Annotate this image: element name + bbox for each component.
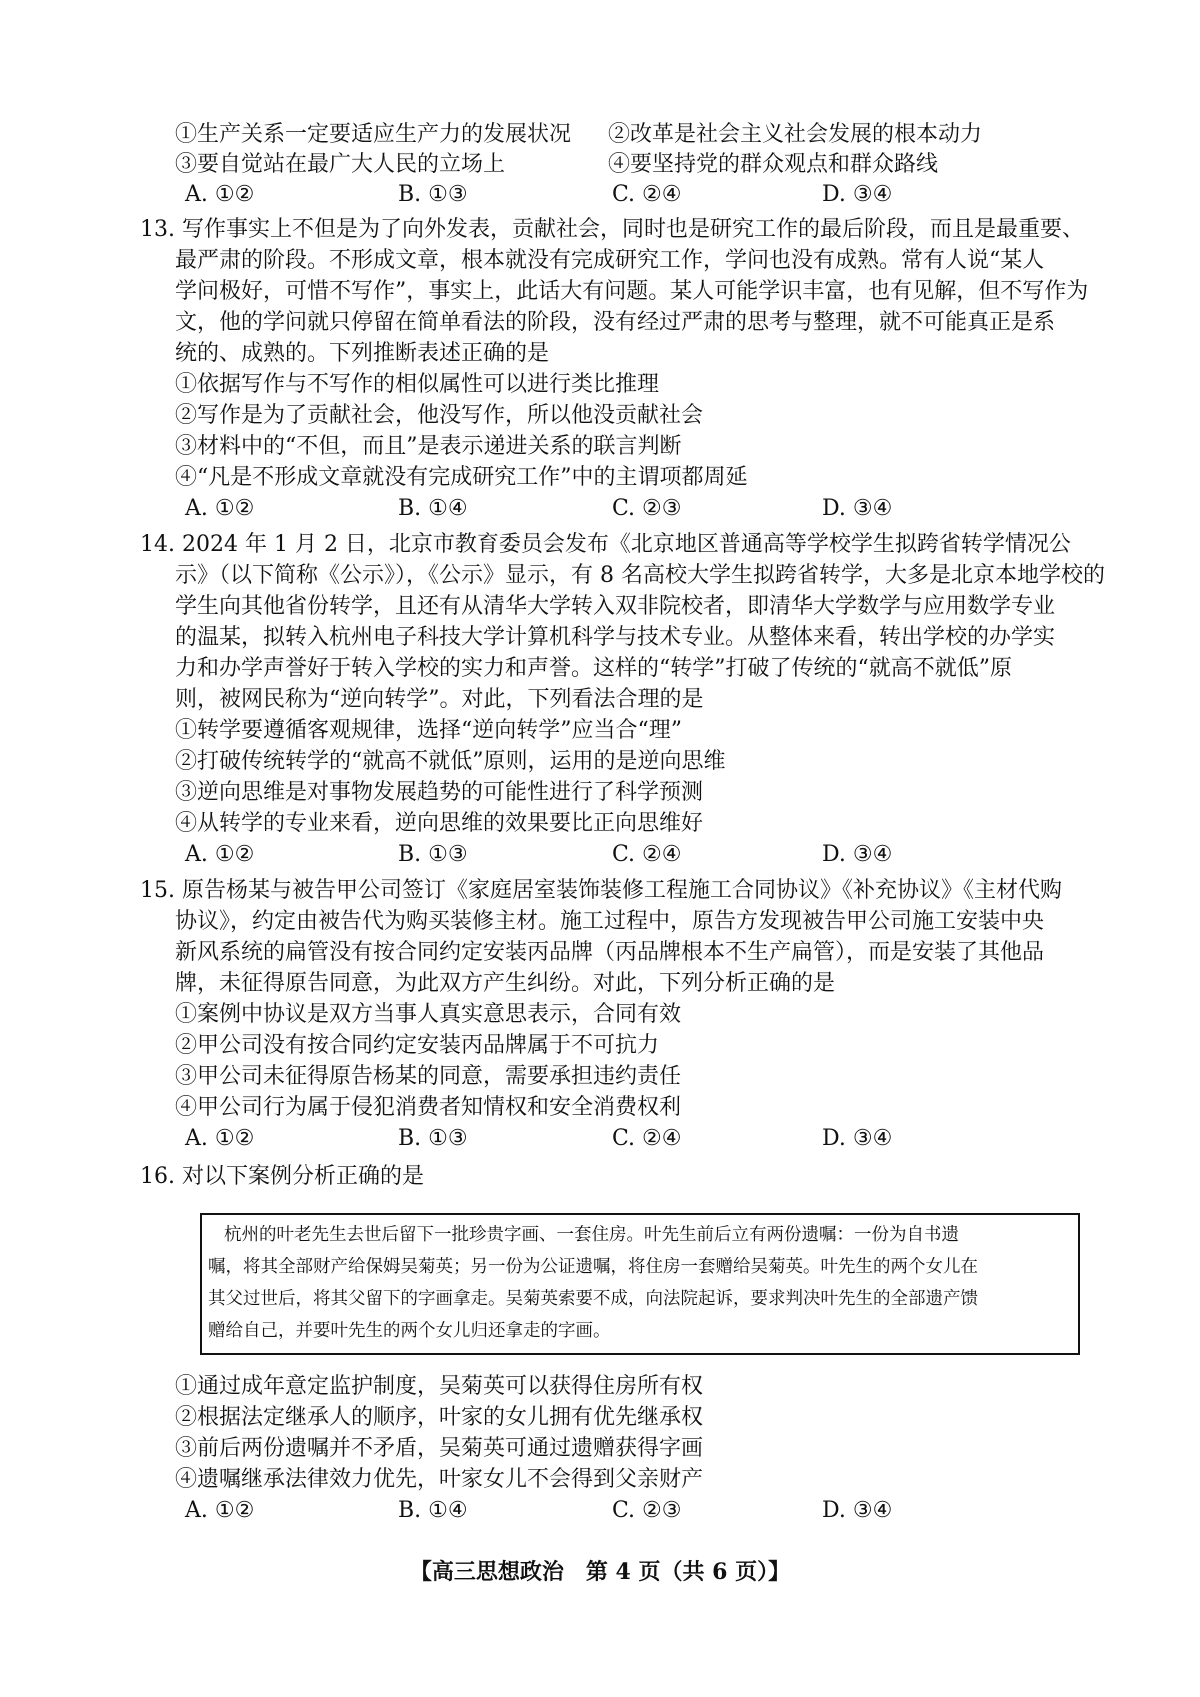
q12-item-1: ①生产关系一定要适应生产力的发展状况	[175, 122, 572, 147]
q13-stem-line: 学问极好，可惜不写作”，事实上，此话大有问题。某人可能学识丰富，也有见解，但不写作为	[175, 279, 1089, 304]
q13-stem-line: 最严肃的阶段。不形成文章，根本就没有完成研究工作，学问也没有成熟。常有人说“某人	[175, 248, 1045, 273]
q13-option-a: A. ①②	[185, 496, 255, 521]
q14-option-a: A. ①②	[185, 842, 255, 867]
q14-item-1: ①转学要遵循客观规律，选择“逆向转学”应当合“理”	[175, 718, 682, 743]
q12-item-4: ④要坚持党的群众观点和群众路线	[608, 152, 939, 177]
q16-option-b: B. ①④	[398, 1498, 468, 1523]
q16-stem: 16. 对以下案例分析正确的是	[140, 1164, 424, 1189]
q16-option-d: D. ③④	[822, 1498, 893, 1523]
q12-item-3: ③要自觉站在最广大人民的立场上	[175, 152, 506, 177]
q16-item-3: ③前后两份遗嘱并不矛盾，吴菊英可通过遗赠获得字画	[175, 1436, 704, 1461]
case-line: 赠给自己，并要叶先生的两个女儿归还拿走的字画。	[208, 1321, 611, 1341]
q15-item-4: ④甲公司行为属于侵犯消费者知情权和安全消费权利	[175, 1095, 682, 1120]
q14-option-b: B. ①③	[398, 842, 468, 867]
q14-option-d: D. ③④	[822, 842, 893, 867]
case-line: 嘱，将其全部财产给保姆吴菊英；另一份为公证遗嘱，将住房一套赠给吴菊英。叶先生的两个女儿在	[208, 1257, 978, 1277]
case-line: 其父过世后，将其父留下的字画拿走。吴菊英索要不成，向法院起诉，要求判决叶先生的全部遗产馈	[208, 1289, 978, 1309]
q13-item-1: ①依据写作与不写作的相似属性可以进行类比推理	[175, 372, 660, 397]
q14-item-3: ③逆向思维是对事物发展趋势的可能性进行了科学预测	[175, 780, 704, 805]
q13-option-b: B. ①④	[398, 496, 468, 521]
q13-option-d: D. ③④	[822, 496, 893, 521]
page-footer: 【高三思想政治 第 4 页（共 6 页）】	[409, 1559, 791, 1585]
q13-stem-line: 统的、成熟的。下列推断表述正确的是	[175, 341, 550, 366]
q13-option-c: C. ②③	[612, 496, 682, 521]
q15-stem-line: 15. 原告杨某与被告甲公司签订《家庭居室装饰装修工程施工合同协议》《补充协议》《主材代购	[140, 878, 1062, 903]
q12-option-b: B. ①③	[398, 182, 468, 207]
q15-item-2: ②甲公司没有按合同约定安装丙品牌属于不可抗力	[175, 1033, 660, 1058]
q12-option-d: D. ③④	[822, 182, 893, 207]
case-box	[200, 1213, 1080, 1355]
q14-option-c: C. ②④	[612, 842, 682, 867]
q14-stem-line: 力和办学声誉好于转入学校的实力和声誉。这样的“转学”打破了传统的“就高不就低”原	[175, 656, 1012, 681]
q12-item-2: ②改革是社会主义社会发展的根本动力	[608, 122, 983, 147]
q15-item-1: ①案例中协议是双方当事人真实意思表示，合同有效	[175, 1002, 682, 1027]
q15-option-c: C. ②④	[612, 1126, 682, 1151]
q15-stem-line: 新风系统的扁管没有按合同约定安装丙品牌（丙品牌根本不生产扁管），而是安装了其他品	[175, 940, 1045, 965]
q14-item-4: ④从转学的专业来看，逆向思维的效果要比正向思维好	[175, 811, 704, 836]
case-line: 杭州的叶老先生去世后留下一批珍贵字画、一套住房。叶先生前后立有两份遗嘱：一份为自书遗	[224, 1225, 959, 1245]
q13-stem-line: 文，他的学问就只停留在简单看法的阶段，没有经过严肃的思考与整理，就不可能真正是系	[175, 310, 1056, 335]
q14-stem-line: 学生向其他省份转学，且还有从清华大学转入双非院校者，即清华大学数学与应用数学专业	[175, 594, 1056, 619]
q15-option-a: A. ①②	[185, 1126, 255, 1151]
q16-item-1: ①通过成年意定监护制度，吴菊英可以获得住房所有权	[175, 1374, 704, 1399]
q12-option-c: C. ②④	[612, 182, 682, 207]
q15-option-d: D. ③④	[822, 1126, 893, 1151]
q13-item-2: ②写作是为了贡献社会，他没写作，所以他没贡献社会	[175, 403, 704, 428]
q15-stem-line: 协议》，约定由被告代为购买装修主材。施工过程中，原告方发现被告甲公司施工安装中央	[175, 909, 1045, 934]
q15-option-b: B. ①③	[398, 1126, 468, 1151]
q16-option-c: C. ②③	[612, 1498, 682, 1523]
q12-option-a: A. ①②	[185, 182, 255, 207]
q14-item-2: ②打破传统转学的“就高不就低”原则，运用的是逆向思维	[175, 749, 726, 774]
q14-stem-line: 的温某，拟转入杭州电子科技大学计算机科学与技术专业。从整体来看，转出学校的办学实	[175, 625, 1056, 650]
q14-stem-line: 14. 2024 年 1 月 2 日，北京市教育委员会发布《北京地区普通高等学校学生拟跨省转学情况公	[140, 532, 1071, 557]
q16-item-2: ②根据法定继承人的顺序，叶家的女儿拥有优先继承权	[175, 1405, 704, 1430]
q16-option-a: A. ①②	[185, 1498, 255, 1523]
q13-stem-line: 13. 写作事实上不但是为了向外发表，贡献社会，同时也是研究工作的最后阶段，而且是最重要、	[140, 217, 1084, 242]
q14-stem-line: 则，被网民称为“逆向转学”。对此，下列看法合理的是	[175, 687, 704, 712]
q15-stem-line: 牌，未征得原告同意，为此双方产生纠纷。对此，下列分析正确的是	[175, 971, 836, 996]
q15-item-3: ③甲公司未征得原告杨某的同意，需要承担违约责任	[175, 1064, 682, 1089]
q16-item-4: ④遗嘱继承法律效力优先，叶家女儿不会得到父亲财产	[175, 1467, 704, 1492]
q13-item-3: ③材料中的“不但，而且”是表示递进关系的联言判断	[175, 434, 682, 459]
q14-stem-line: 示》（以下简称《公示》），《公示》显示，有 8 名高校大学生拟跨省转学，大多是北京本地学校的	[175, 563, 1105, 588]
q13-item-4: ④“凡是不形成文章就没有完成研究工作”中的主谓项都周延	[175, 465, 748, 490]
